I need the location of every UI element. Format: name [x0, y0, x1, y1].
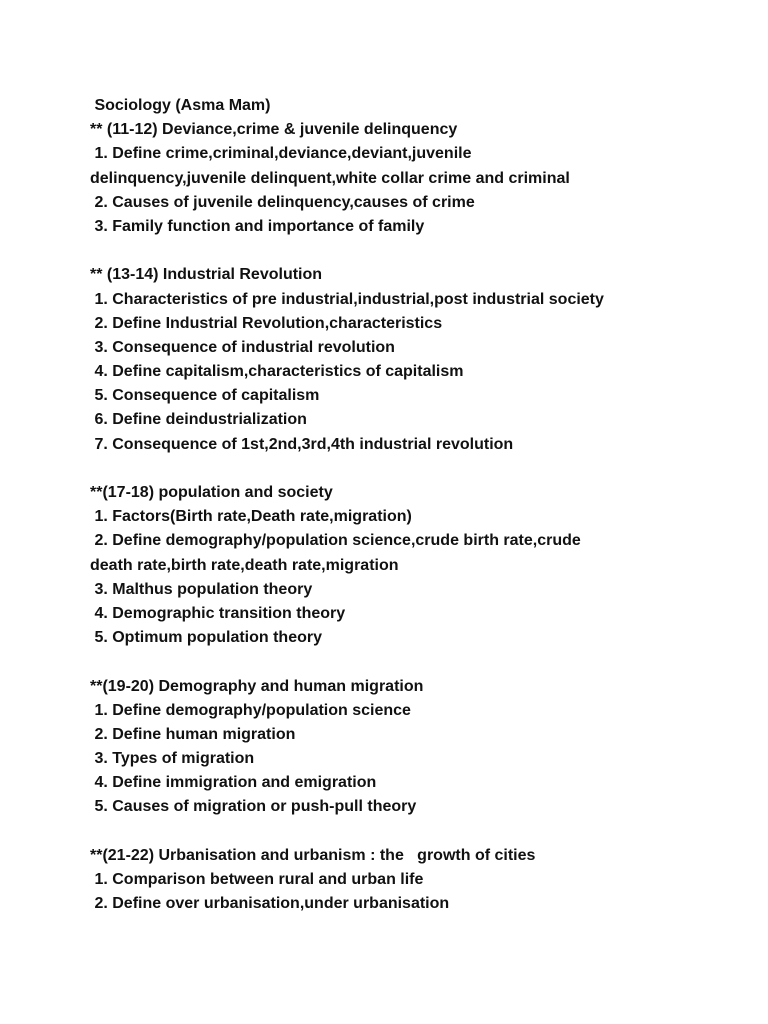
section-deviance-crime [90, 118, 730, 239]
list-item: 1. Comparison between rural and urban life [90, 871, 424, 888]
list-item: 3. Consequence of industrial revolution [90, 338, 395, 356]
list-item: 1. Define crime,criminal,deviance,deviant,juvenile [90, 145, 472, 163]
section-spacer [90, 820, 730, 844]
list-item-continuation: delinquency,juvenile delinquent,white collar crime and criminal [90, 169, 570, 187]
section-heading: **(21-22) Urbanisation and urbanism : the growth of cities [90, 846, 536, 864]
list-item: 1. Define demography/population science [90, 701, 411, 719]
list-item: 2. Define human migration [90, 725, 296, 743]
section-heading: ** (11-12) Deviance,crime & juvenile delinquency [90, 121, 458, 139]
list-item: 5. Causes of migration or push-pull theory [90, 798, 417, 816]
section-industrial-revolution [90, 263, 730, 457]
list-item: 4. Define capitalism,characteristics of capitalism [90, 363, 464, 381]
list-item: 2. Define Industrial Revolution,characteristics [90, 314, 443, 332]
list-item: 3. Family function and importance of family [90, 217, 425, 235]
list-item: 4. Define immigration and emigration [90, 774, 377, 792]
list-item: 5. Consequence of capitalism [90, 387, 320, 405]
section-spacer [90, 239, 730, 263]
list-item: 5. Optimum population theory [90, 629, 322, 647]
list-item: 7. Consequence of 1st,2nd,3rd,4th industrial revolution [90, 435, 514, 453]
section-population-society [90, 481, 730, 650]
list-item: 4. Demographic transition theory [90, 604, 346, 622]
document-title: Sociology (Asma Mam) [90, 97, 271, 114]
list-item: 2. Define over urbanisation,under urbanisation [90, 895, 450, 913]
list-item-continuation: death rate,birth rate,death rate,migration [90, 556, 399, 574]
list-item: 3. Types of migration [90, 750, 255, 768]
section-spacer [90, 650, 730, 674]
list-item: 6. Define deindustrialization [90, 411, 307, 429]
section-urbanisation [90, 844, 730, 917]
list-item: 3. Malthus population theory [90, 580, 313, 598]
section-heading: **(19-20) Demography and human migration [90, 677, 424, 695]
section-spacer [90, 457, 730, 481]
list-item: 1. Factors(Birth rate,Death rate,migration) [90, 508, 412, 526]
list-item: 2. Define demography/population science,crude birth rate,crude [90, 532, 581, 550]
section-heading: ** (13-14) Industrial Revolution [90, 266, 323, 284]
section-demography-migration [90, 675, 730, 820]
document-page [90, 94, 730, 916]
section-heading: **(17-18) population and society [90, 484, 333, 501]
list-item: 1. Characteristics of pre industrial,industrial,post industrial society [90, 290, 604, 308]
list-item: 2. Causes of juvenile delinquency,causes of crime [90, 193, 475, 211]
